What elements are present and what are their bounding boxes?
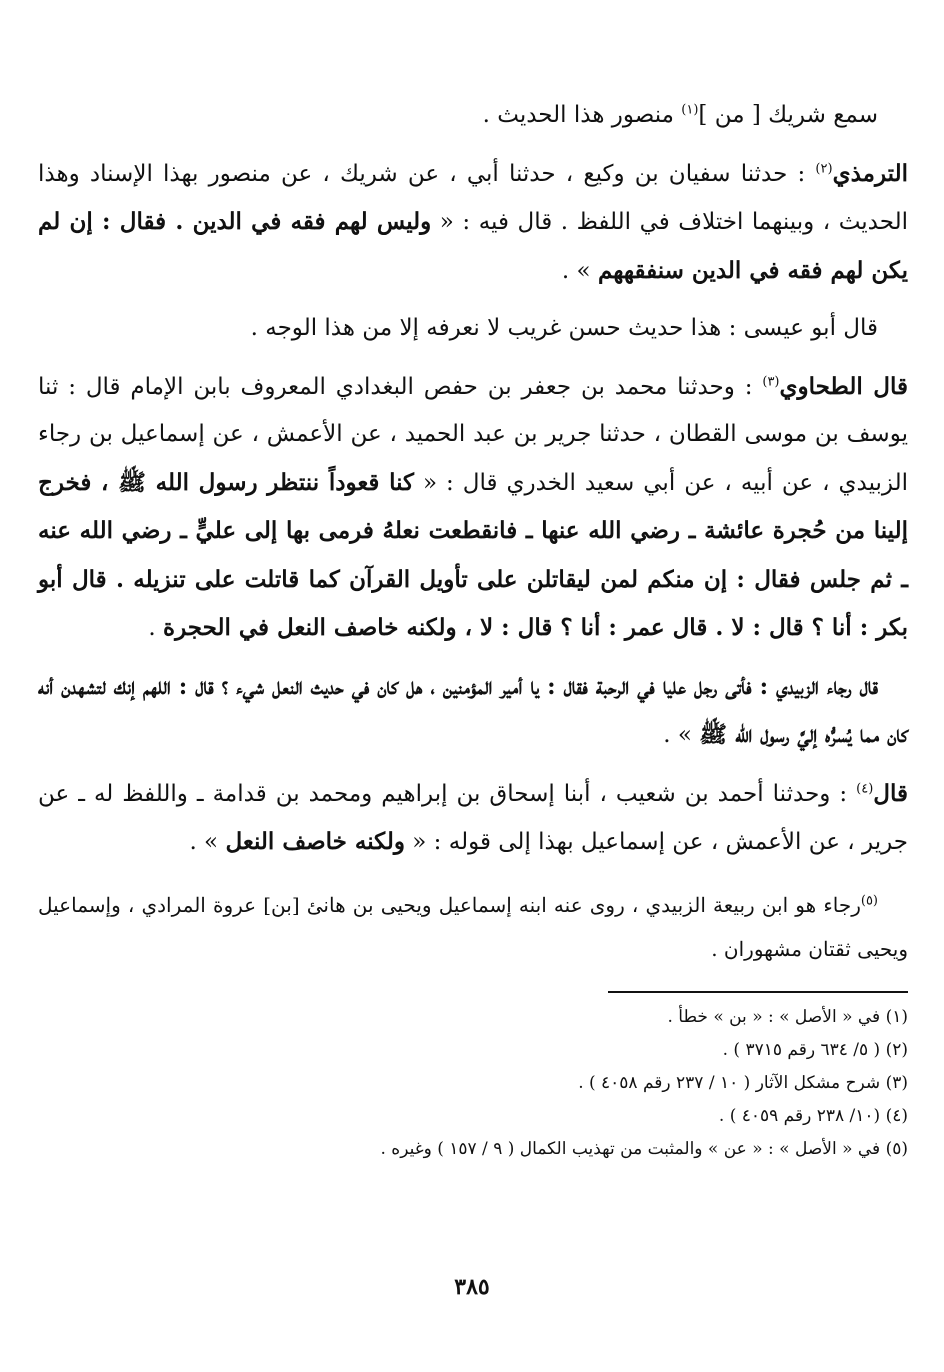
footnote-marker: (٢) <box>815 160 833 176</box>
text-run: رجاء هو ابن ربيعة الزبيدي ، روى عنه ابنه إسماعيل ويحيى بن هانئ [بن] عروة المرادي ، وإسماعيل ويحيى ثقتان مشهوران . <box>38 892 908 961</box>
bold-text-run: قال الطحاوي <box>779 372 908 400</box>
text-run: » . <box>189 829 226 855</box>
page-body <box>38 92 908 1166</box>
text-run: » . <box>663 722 700 748</box>
bold-text-run: ولكنه خاصف النعل <box>225 828 405 855</box>
paragraph-raja-zubaydi <box>38 663 908 760</box>
footnote-item: (٥) في « الأصل » : « عن » والمثبت من تهذيب الكمال ( ٩ / ١٥٧ ) وغيره . <box>380 1138 908 1159</box>
footnotes-list <box>38 1001 908 1166</box>
footnote-marker: (٤) <box>856 780 874 796</box>
page-number: ٣٨٥ <box>454 1274 490 1300</box>
bold-text-run: وليس لهم فقه في الدين . فقال : إن لم يكن لهم فقه في الدين سنفقههم <box>38 208 908 284</box>
text-run: منصور هذا الحديث . <box>482 102 682 128</box>
bold-text-run: الترمذي <box>832 159 908 187</box>
text-run: قال أبو عيسى : هذا حديث حسن غريب لا نعرفه إلا من هذا الوجه . <box>250 315 878 341</box>
text-run: . <box>148 615 164 641</box>
text-run: : حدثنا سفيان بن وكيع ، حدثنا أبي ، عن شريك ، عن منصور بهذا الإسناد وهذا الحديث ، وبينهما اختلاف في اللفظ . قال فيه : « <box>38 160 908 235</box>
text-run: : وحدثنا محمد بن جعفر بن حفص البغدادي المعروف بابن الإمام قال : ثنا يوسف بن موسى القطان ، حدثنا جرير بن عبد الحميد ، عن الأعمش ، عن إسماعيل بن رجاء الزبيدي ، عن أبيه ، عن أبي سعيد الخدري قال : « <box>38 373 909 496</box>
paragraph-1 <box>38 92 908 140</box>
footnote-marker: (١) <box>681 102 699 118</box>
footnote-marker: (٥) <box>860 892 878 908</box>
paragraph-tahawi <box>38 363 908 653</box>
footnote-item: (٢) ( ٥/ ٦٣٤ رقم ٣٧١٥ ) . <box>722 1039 908 1060</box>
text-run: : وحدثنا أحمد بن شعيب ، أبنا إسحاق بن إبراهيم ومحمد بن قدامة ـ واللفظ له ـ عن جرير ، عن الأعمش ، عن إسماعيل بهذا إلى قوله : « <box>38 780 908 855</box>
paragraph-qala-4 <box>38 770 908 867</box>
footnote-divider <box>608 991 908 993</box>
bold-text-run: كنا قعوداً ننتظر رسول الله ﷺ ، فخرج إلينا من حُجرة عائشة ـ رضي الله عنها ـ فانقطعت نعلهُ فرمى بها إلى عليٍّ ـ رضي الله عنه ـ ثم جلس فقال : إن منكم لمن ليقاتلن على تأويل القرآن كما قاتلت على تنزيله . قال أبو بكر : أنا ؟ قال : لا . قال عمر : أنا ؟ قال : لا ، ولكنه خاصف النعل في الحجرة <box>38 468 908 641</box>
bold-text-run: قال رجاء الزبيدي : فأتى رجل عليا في الرحبة فقال : يا أمير المؤمنين ، هل كان في حديث النعل شيء ؟ قال : اللهم إنك لتشهدن أنه كان مما يُسرُّه إليَّ رسول الله ﷺ <box>38 672 908 748</box>
footnote-item: (١) في « الأصل » : « بن » خطأ . <box>667 1006 908 1027</box>
footnote-marker: (٣) <box>762 373 780 389</box>
paragraph-abu-isa <box>38 305 908 353</box>
bold-text-run: قال <box>873 779 908 807</box>
text-run: » . <box>561 257 598 284</box>
footnote-item: (٣) شرح مشكل الآثار ( ١٠ / ٢٣٧ رقم ٤٠٥٨ ) . <box>578 1072 908 1093</box>
narrator-note <box>38 883 908 971</box>
footnote-item: (٤) (١٠/ ٢٣٨ رقم ٤٠٥٩ ) . <box>718 1105 908 1126</box>
text-run: سمع شريك [ من ] <box>698 102 878 128</box>
paragraph-tirmidhi <box>38 150 908 296</box>
